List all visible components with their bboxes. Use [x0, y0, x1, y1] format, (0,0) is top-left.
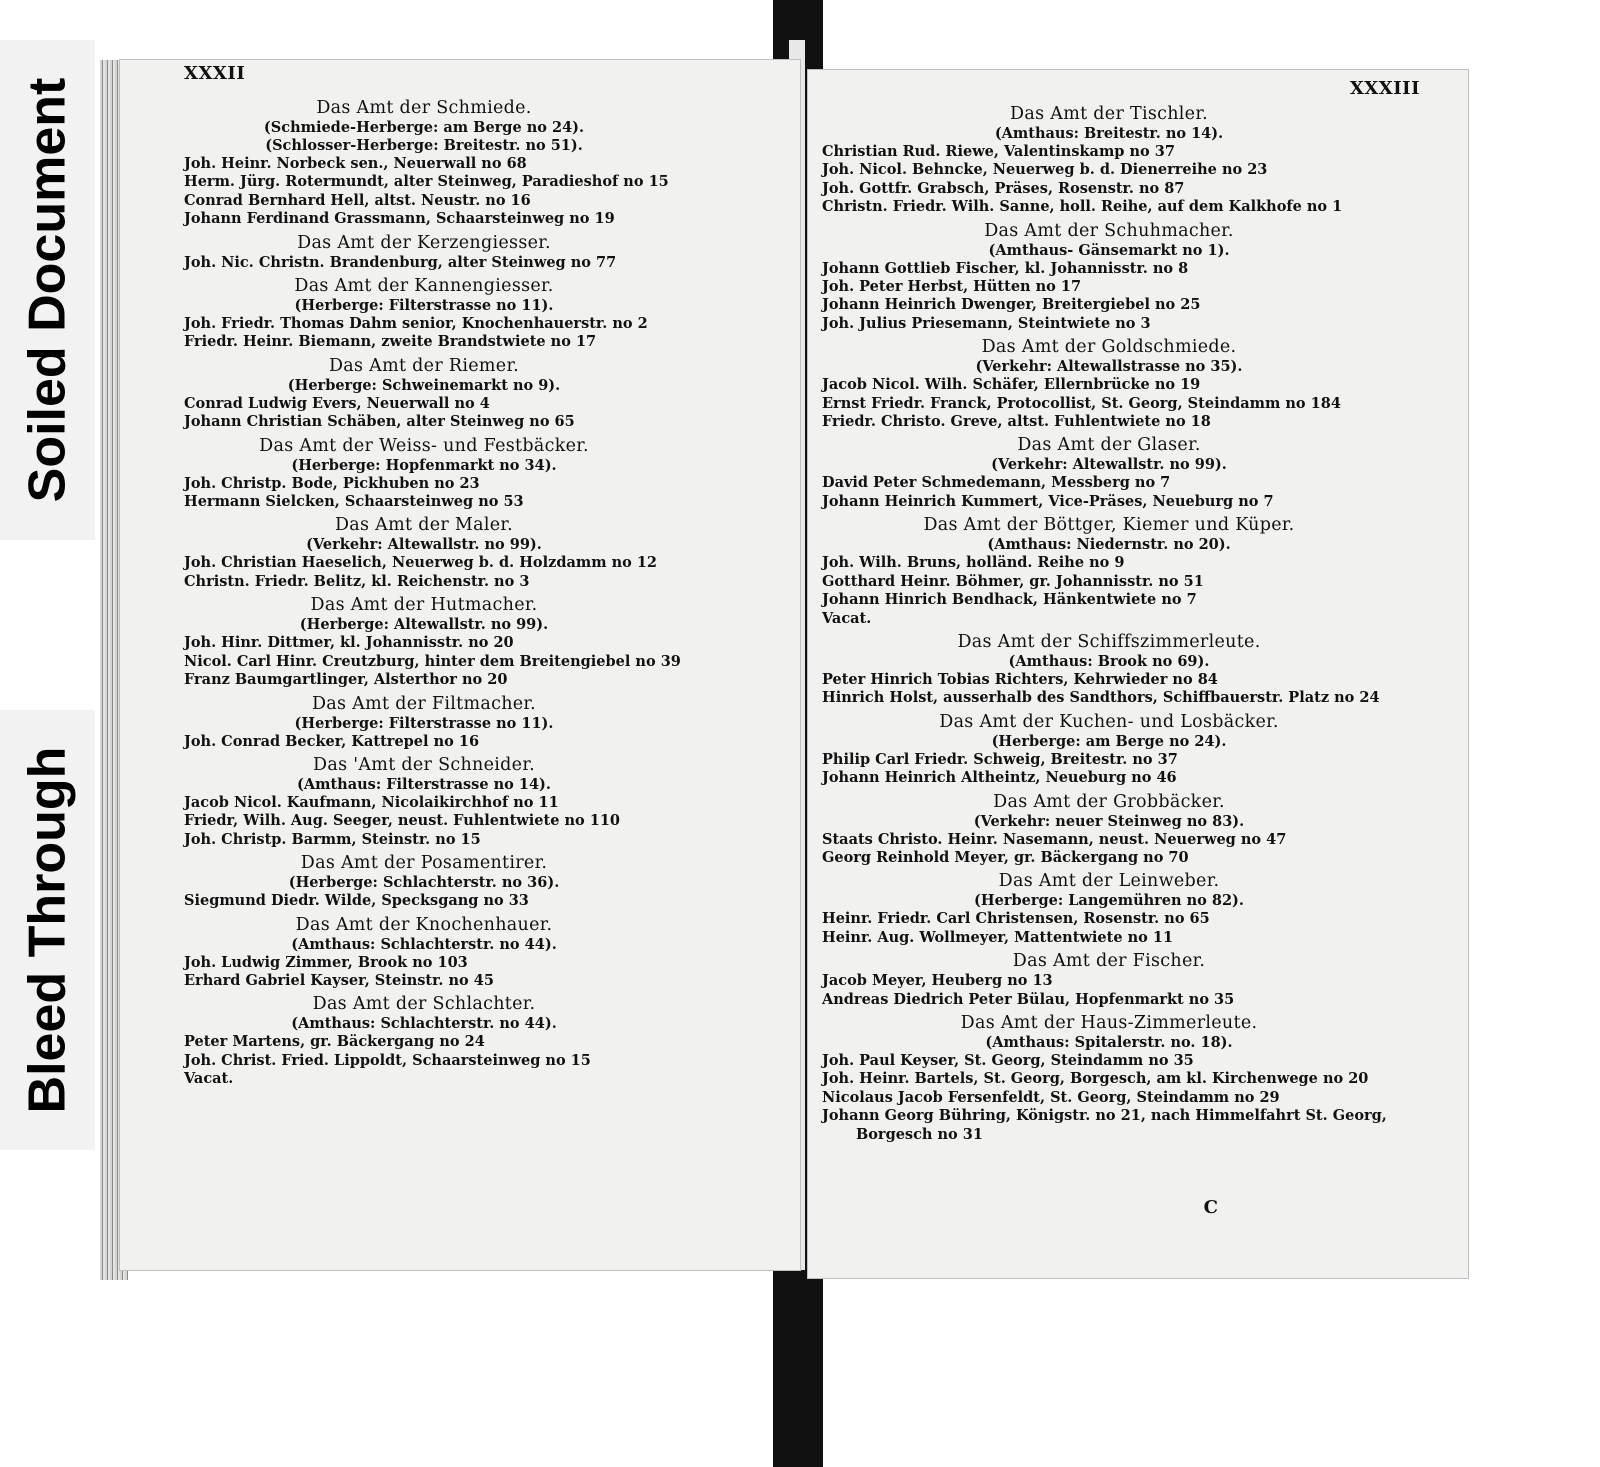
member-entry: Nicolaus Jacob Fersenfeldt, St. Georg, Steindamm no 29 [822, 1088, 1280, 1106]
section-title: Das Amt der Filtmacher. [311, 693, 537, 714]
section-address: (Amthaus: Schlachterstr. no 44). [291, 935, 557, 953]
section-address: (Amthaus: Schlachterstr. no 44). [291, 1015, 557, 1033]
guild-section [184, 852, 784, 910]
member-entry: Friedr. Christo. Greve, altst. Fuhlentwiete no 18 [822, 413, 1211, 431]
member-entry: David Peter Schmedemann, Messberg no 7 [822, 474, 1171, 492]
section-address: (Verkehr: Altewallstr. no 99). [306, 536, 542, 554]
member-entry: Joh. Gottfr. Grabsch, Präses, Rosenstr. no 87 [822, 179, 1185, 197]
section-address: (Verkehr: Altewallstr. no 99). [991, 456, 1227, 474]
member-entry: Joh. Heinr. Bartels, St. Georg, Borgesch, am kl. Kirchenwege no 20 [822, 1070, 1369, 1088]
member-entry: Conrad Bernhard Hell, altst. Neustr. no 16 [184, 191, 531, 209]
guild-section [184, 693, 784, 751]
section-address: (Amthaus: Filterstrasse no 14). [297, 775, 551, 793]
member-entry: Joh. Christp. Barmm, Steinstr. no 15 [184, 830, 481, 848]
section-title: Das Amt der Schlachter. [312, 994, 536, 1015]
member-entry: Johann Heinrich Dwenger, Breitergiebel no 25 [822, 296, 1201, 314]
section-title: Das Amt der Maler. [334, 515, 514, 536]
member-entry: Jacob Nicol. Kaufmann, Nicolaikirchhof no 11 [184, 793, 559, 811]
section-address: (Verkehr: neuer Steinweg no 83). [973, 812, 1245, 830]
member-entry: Friedr. Heinr. Biemann, zweite Brandstwiete no 17 [184, 333, 597, 351]
section-title: Das Amt der Kerzengiesser. [297, 232, 551, 253]
guild-section [822, 1012, 1456, 1144]
guild-section [822, 870, 1456, 947]
left-page [120, 60, 800, 1270]
soiled-document-label: Soiled Document [18, 77, 77, 503]
member-entry: Hermann Sielcken, Schaarsteinweg no 53 [184, 493, 524, 511]
member-entry: Johann Ferdinand Grassmann, Schaarsteinweg no 19 [184, 210, 615, 228]
member-entry: Peter Martens, gr. Bäckergang no 24 [184, 1033, 485, 1051]
member-entry: Andreas Diedrich Peter Bülau, Hopfenmarkt no 35 [822, 990, 1235, 1008]
member-entry: Joh. Hinr. Dittmer, kl. Johannisstr. no 20 [184, 634, 514, 652]
guild-section [184, 275, 784, 352]
member-entry: Heinr. Aug. Wollmeyer, Mattentwiete no 11 [822, 928, 1174, 946]
member-entry: Johann Gottlieb Fischer, kl. Johannisstr. no 8 [822, 259, 1189, 277]
member-entry: Johann Christian Schäben, alter Steinweg no 65 [184, 413, 575, 431]
section-title: Das Amt der Goldschmiede. [981, 337, 1237, 358]
member-entry: Friedr, Wilh. Aug. Seeger, neust. Fuhlentwiete no 110 [184, 812, 620, 830]
section-address: (Schlosser-Herberge: Breitestr. no 51). [265, 137, 583, 154]
member-entry: Hinrich Holst, ausserhalb des Sandthors, Schiffbauerstr. Platz no 24 [822, 689, 1380, 707]
section-title: Das Amt der Böttger, Kiemer und Küper. [923, 515, 1295, 536]
guild-section [184, 232, 784, 272]
section-address: (Amthaus: Brook no 69). [1008, 652, 1210, 670]
guild-section [822, 514, 1456, 628]
section-address: (Amthaus: Breitestr. no 14). [994, 125, 1224, 142]
member-entry: Johann Heinrich Altheintz, Neueburg no 46 [822, 769, 1177, 787]
guild-section [184, 97, 784, 229]
section-title: Das Amt der Hutmacher. [310, 595, 538, 616]
member-entry: Joh. Wilh. Bruns, holländ. Reihe no 9 [822, 554, 1125, 572]
section-address: (Herberge: am Berge no 24). [991, 732, 1227, 750]
guild-section [184, 355, 784, 432]
section-title: Das Amt der Weiss- und Festbäcker. [259, 435, 589, 456]
section-title: Das 'Amt der Schneider. [313, 754, 535, 775]
section-title: Das Amt der Grobbäcker. [993, 791, 1225, 812]
member-entry: Joh. Friedr. Thomas Dahm senior, Knochenhauerstr. no 2 [184, 315, 648, 333]
section-title: Das Amt der Kuchen- und Losbäcker. [939, 711, 1279, 732]
guild-section [822, 434, 1456, 511]
left-column [120, 60, 800, 1270]
member-entry: Staats Christo. Heinr. Nasemann, neust. Neuerweg no 47 [822, 830, 1287, 848]
guild-section [184, 754, 784, 849]
guild-section [822, 711, 1456, 788]
member-entry: Vacat. [184, 1070, 234, 1088]
section-title: Das Amt der Knochenhauer. [295, 914, 553, 935]
bleed-through-label: Bleed Through [18, 746, 77, 1114]
member-entry: Jacob Meyer, Heuberg no 13 [822, 972, 1053, 990]
section-address: (Herberge: Langemühren no 82). [974, 892, 1244, 910]
member-entry: Christian Rud. Riewe, Valentinskamp no 37 [822, 143, 1175, 160]
section-title: Das Amt der Tischler. [1010, 104, 1208, 124]
section-title: Das Amt der Leinweber. [998, 871, 1220, 892]
member-entry: Georg Reinhold Meyer, gr. Bäckergang no 70 [822, 848, 1189, 866]
section-title: Das Amt der Schiffszimmerleute. [957, 631, 1261, 652]
guild-section [184, 993, 784, 1088]
guild-section [822, 336, 1456, 431]
member-entry: Christn. Friedr. Belitz, kl. Reichenstr. no 3 [184, 572, 530, 590]
left-folio: XXXII [184, 63, 246, 84]
member-entry: Ernst Friedr. Franck, Protocollist, St. Georg, Steindamm no 184 [822, 394, 1341, 412]
member-entry: Conrad Ludwig Evers, Neuerwall no 4 [184, 394, 490, 412]
section-address: (Verkehr: Altewallstrasse no 35). [975, 358, 1243, 376]
guild-section [822, 103, 1456, 217]
section-address: (Amthaus: Spitalerstr. no. 18). [985, 1033, 1233, 1051]
guild-section [822, 791, 1456, 868]
member-entry: Siegmund Diedr. Wilde, Specksgang no 33 [184, 892, 529, 910]
right-column [808, 70, 1468, 1278]
section-address: (Herberge: Schweinemarkt no 9). [287, 376, 561, 394]
member-entry: Joh. Julius Priesemann, Steintwiete no 3 [822, 314, 1151, 332]
guild-section [184, 514, 784, 591]
right-folio: XXXIII [1349, 78, 1420, 99]
section-title: Das Amt der Fischer. [1012, 951, 1206, 972]
member-entry: Franz Baumgartlinger, Alsterthor no 20 [184, 671, 508, 689]
section-address: (Schmiede-Herberge: am Berge no 24). [263, 119, 585, 136]
member-entry: Christn. Friedr. Wilh. Sanne, holl. Reihe, auf dem Kalkhofe no 1 [822, 198, 1343, 216]
member-entry: Borgesch no 31 [856, 1125, 983, 1143]
signature-mark: C [1203, 1197, 1218, 1218]
section-title: Das Amt der Posamentirer. [300, 853, 548, 874]
right-page [808, 70, 1468, 1278]
member-entry: Erhard Gabriel Kayser, Steinstr. no 45 [184, 971, 494, 989]
guild-section [822, 950, 1456, 1009]
member-entry: Johann Hinrich Bendhack, Hänkentwiete no 7 [822, 591, 1197, 609]
member-entry: Nicol. Carl Hinr. Creutzburg, hinter dem Breitengiebel no 39 [184, 652, 681, 670]
member-entry: Joh. Christp. Bode, Pickhuben no 23 [184, 474, 480, 492]
section-address: (Herberge: Filterstrasse no 11). [294, 714, 554, 732]
member-entry: Joh. Conrad Becker, Kattrepel no 16 [184, 732, 480, 750]
soiled-document-tab [0, 40, 95, 540]
member-entry: Heinr. Friedr. Carl Christensen, Rosenstr. no 65 [822, 910, 1210, 928]
member-entry: Joh. Nic. Christn. Brandenburg, alter Steinweg no 77 [184, 253, 617, 271]
guild-section [184, 435, 784, 512]
section-title: Das Amt der Haus-Zimmerleute. [960, 1012, 1258, 1033]
section-address: (Amthaus: Niedernstr. no 20). [987, 536, 1231, 554]
section-title: Das Amt der Schmiede. [316, 98, 532, 118]
guild-section [822, 220, 1456, 334]
section-address: (Amthaus- Gänsemarkt no 1). [988, 241, 1230, 259]
member-entry: Joh. Peter Herbst, Hütten no 17 [822, 278, 1082, 296]
member-entry: Joh. Christ. Fried. Lippoldt, Schaarsteinweg no 15 [184, 1051, 591, 1069]
section-address: (Herberge: Altewallstr. no 99). [299, 616, 549, 634]
member-entry: Philip Carl Friedr. Schweig, Breitestr. no 37 [822, 750, 1178, 768]
section-title: Das Amt der Glaser. [1017, 435, 1201, 456]
member-entry: Joh. Heinr. Norbeck sen., Neuerwall no 68 [184, 155, 527, 172]
member-entry: Peter Hinrich Tobias Richters, Kehrwieder no 84 [822, 670, 1218, 688]
member-entry: Gotthard Heinr. Böhmer, gr. Johannisstr. no 51 [822, 572, 1204, 590]
member-entry: Johann Heinrich Kummert, Vice-Präses, Neueburg no 7 [822, 492, 1274, 510]
member-entry: Joh. Ludwig Zimmer, Brook no 103 [184, 953, 468, 971]
section-address: (Herberge: Schlachterstr. no 36). [288, 874, 560, 892]
guild-section [822, 631, 1456, 708]
member-entry: Johann Georg Bühring, Königstr. no 21, nach Himmelfahrt St. Georg, [822, 1107, 1387, 1125]
member-entry: Joh. Nicol. Behncke, Neuerweg b. d. Dienerreihe no 23 [822, 161, 1268, 179]
member-entry: Herm. Jürg. Rotermundt, alter Steinweg, Paradieshof no 15 [184, 173, 669, 191]
section-address: (Herberge: Hopfenmarkt no 34). [291, 456, 557, 474]
guild-section [184, 914, 784, 991]
section-title: Das Amt der Kannengiesser. [294, 276, 554, 297]
member-entry: Joh. Paul Keyser, St. Georg, Steindamm no 35 [822, 1051, 1194, 1069]
member-entry: Jacob Nicol. Wilh. Schäfer, Ellernbrücke no 19 [822, 376, 1201, 394]
section-title: Das Amt der Schuhmacher. [984, 220, 1234, 241]
section-address: (Herberge: Filterstrasse no 11). [294, 297, 554, 315]
bleed-through-tab [0, 710, 95, 1150]
guild-section [184, 594, 784, 689]
member-entry: Vacat. [822, 609, 872, 627]
member-entry: Joh. Christian Haeselich, Neuerweg b. d. Holzdamm no 12 [184, 554, 658, 572]
section-title: Das Amt der Riemer. [328, 355, 520, 376]
